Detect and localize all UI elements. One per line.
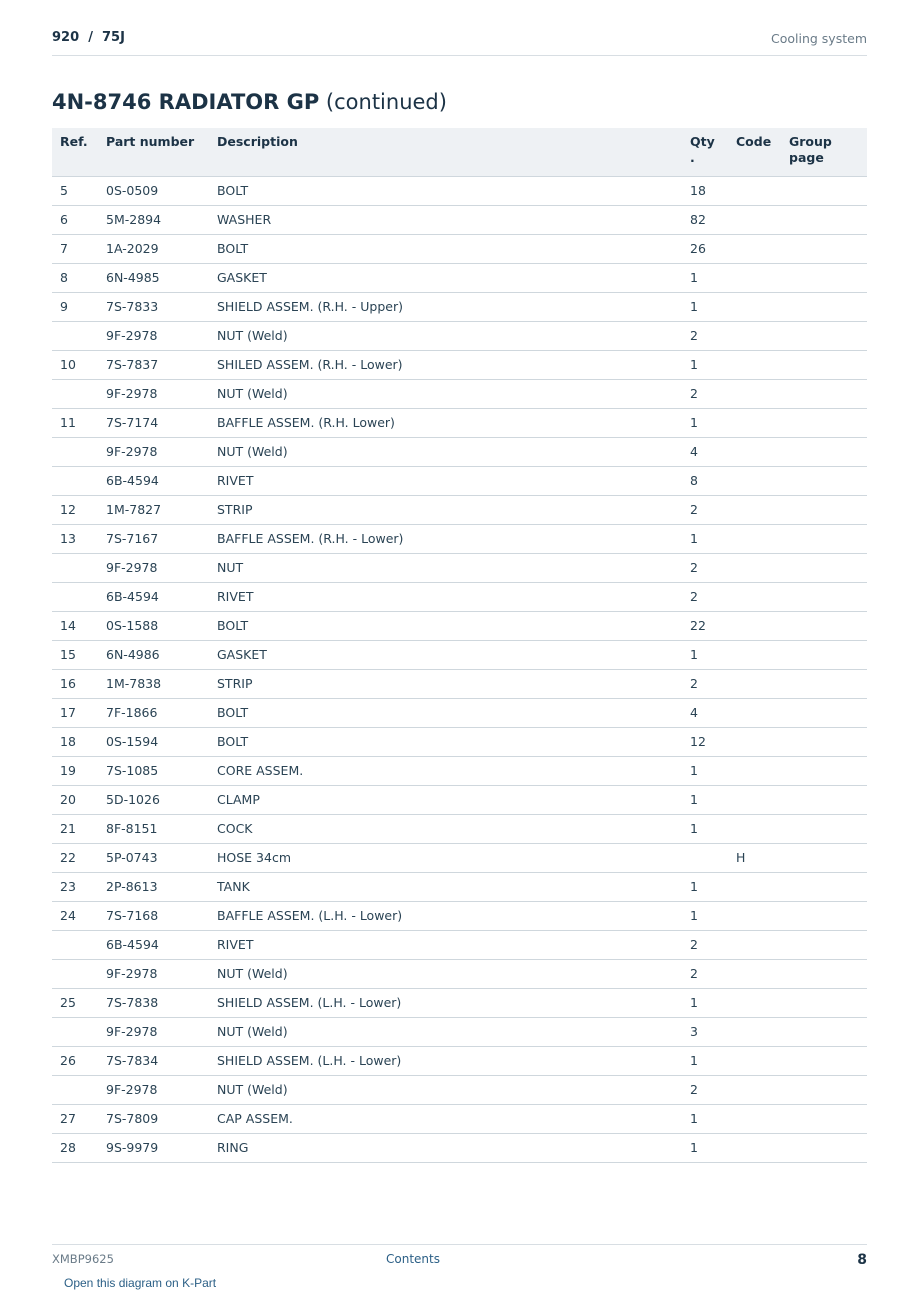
- code-cell: [728, 234, 781, 263]
- ref-cell: [52, 1075, 98, 1104]
- code-cell: [728, 1046, 781, 1075]
- part-number-cell: 5P-0743: [98, 843, 209, 872]
- group-page-cell: [781, 1075, 867, 1104]
- code-cell: [728, 1017, 781, 1046]
- table-row: [52, 611, 867, 640]
- description-cell: COCK: [209, 814, 682, 843]
- description-cell: RIVET: [209, 466, 682, 495]
- ref-cell: 23: [52, 872, 98, 901]
- group-page-cell: [781, 437, 867, 466]
- ref-cell: [52, 959, 98, 988]
- ref-cell: 11: [52, 408, 98, 437]
- qty-cell: 1: [682, 814, 728, 843]
- part-number-cell: 1A-2029: [98, 234, 209, 263]
- part-number-cell: 9F-2978: [98, 379, 209, 408]
- table-row: [52, 930, 867, 959]
- table-row: [52, 1075, 867, 1104]
- code-cell: [728, 1075, 781, 1104]
- qty-cell: 3: [682, 1017, 728, 1046]
- description-cell: HOSE 34cm: [209, 843, 682, 872]
- part-number-cell: 7F-1866: [98, 698, 209, 727]
- footer-divider: [52, 1244, 867, 1245]
- description-cell: SHIELD ASSEM. (R.H. - Upper): [209, 292, 682, 321]
- description-cell: RIVET: [209, 582, 682, 611]
- group-page-cell: [781, 408, 867, 437]
- qty-cell: 2: [682, 1075, 728, 1104]
- part-number-cell: 0S-1588: [98, 611, 209, 640]
- description-cell: SHILED ASSEM. (R.H. - Lower): [209, 350, 682, 379]
- ref-cell: 16: [52, 669, 98, 698]
- code-cell: [728, 553, 781, 582]
- qty-cell: 1: [682, 292, 728, 321]
- part-number-cell: 9S-9979: [98, 1133, 209, 1162]
- page-title: [52, 90, 447, 114]
- group-page-cell: [781, 611, 867, 640]
- qty-cell: 1: [682, 524, 728, 553]
- qty-cell: 2: [682, 669, 728, 698]
- group-page-cell: [781, 669, 867, 698]
- ref-cell: [52, 321, 98, 350]
- qty-cell: 1: [682, 263, 728, 292]
- table-row: [52, 1133, 867, 1162]
- code-cell: [728, 930, 781, 959]
- ref-cell: 28: [52, 1133, 98, 1162]
- part-number-cell: 7S-7168: [98, 901, 209, 930]
- group-page-cell: [781, 553, 867, 582]
- description-cell: SHIELD ASSEM. (L.H. - Lower): [209, 1046, 682, 1075]
- group-page-cell: [781, 495, 867, 524]
- description-cell: BOLT: [209, 698, 682, 727]
- code-cell: [728, 988, 781, 1017]
- column-header-ref: Ref.: [52, 128, 98, 176]
- ref-cell: [52, 437, 98, 466]
- ref-cell: 12: [52, 495, 98, 524]
- code-cell: [728, 611, 781, 640]
- part-number-cell: 6B-4594: [98, 466, 209, 495]
- description-cell: BOLT: [209, 727, 682, 756]
- group-page-cell: [781, 205, 867, 234]
- ref-cell: [52, 466, 98, 495]
- ref-cell: 22: [52, 843, 98, 872]
- part-number-cell: 7S-7833: [98, 292, 209, 321]
- ref-cell: 5: [52, 176, 98, 205]
- table-row: [52, 524, 867, 553]
- code-cell: [728, 176, 781, 205]
- part-number-cell: 9F-2978: [98, 959, 209, 988]
- description-cell: NUT (Weld): [209, 437, 682, 466]
- code-cell: [728, 466, 781, 495]
- column-header-qty: Qty .: [682, 128, 728, 176]
- description-cell: NUT (Weld): [209, 379, 682, 408]
- part-number-cell: 7S-7837: [98, 350, 209, 379]
- code-cell: [728, 1104, 781, 1133]
- description-cell: SHIELD ASSEM. (L.H. - Lower): [209, 988, 682, 1017]
- description-cell: STRIP: [209, 669, 682, 698]
- group-page-cell: [781, 930, 867, 959]
- code-cell: [728, 669, 781, 698]
- table-row: [52, 379, 867, 408]
- description-cell: NUT (Weld): [209, 959, 682, 988]
- ref-cell: [52, 582, 98, 611]
- group-page-cell: [781, 1104, 867, 1133]
- part-number-cell: 1M-7827: [98, 495, 209, 524]
- ref-cell: 24: [52, 901, 98, 930]
- part-number-cell: 7S-7167: [98, 524, 209, 553]
- table-row: [52, 495, 867, 524]
- table-row: [52, 466, 867, 495]
- qty-cell: 1: [682, 872, 728, 901]
- qty-cell: 1: [682, 640, 728, 669]
- ref-cell: 15: [52, 640, 98, 669]
- part-number-cell: 0S-1594: [98, 727, 209, 756]
- code-cell: [728, 785, 781, 814]
- group-page-cell: [781, 756, 867, 785]
- qty-cell: 1: [682, 1104, 728, 1133]
- ref-cell: 7: [52, 234, 98, 263]
- code-cell: [728, 408, 781, 437]
- qty-cell: [682, 843, 728, 872]
- code-cell: [728, 321, 781, 350]
- column-header-part-number: Part number: [98, 128, 209, 176]
- part-number-cell: 5D-1026: [98, 785, 209, 814]
- qty-cell: 2: [682, 379, 728, 408]
- code-cell: [728, 205, 781, 234]
- ref-cell: 21: [52, 814, 98, 843]
- description-cell: BAFFLE ASSEM. (L.H. - Lower): [209, 901, 682, 930]
- code-cell: [728, 524, 781, 553]
- description-cell: GASKET: [209, 263, 682, 292]
- description-cell: STRIP: [209, 495, 682, 524]
- description-cell: WASHER: [209, 205, 682, 234]
- description-cell: RIVET: [209, 930, 682, 959]
- description-cell: CORE ASSEM.: [209, 756, 682, 785]
- group-page-cell: [781, 1017, 867, 1046]
- part-number-cell: 9F-2978: [98, 1075, 209, 1104]
- qty-cell: 22: [682, 611, 728, 640]
- ref-cell: 9: [52, 292, 98, 321]
- ref-cell: 14: [52, 611, 98, 640]
- qty-cell: 1: [682, 350, 728, 379]
- table-row: [52, 176, 867, 205]
- group-page-cell: [781, 263, 867, 292]
- part-number-cell: 9F-2978: [98, 553, 209, 582]
- ref-cell: 8: [52, 263, 98, 292]
- part-number-cell: 1M-7838: [98, 669, 209, 698]
- group-page-cell: [781, 524, 867, 553]
- code-cell: [728, 350, 781, 379]
- code-cell: [728, 495, 781, 524]
- qty-cell: 4: [682, 698, 728, 727]
- description-cell: NUT (Weld): [209, 1017, 682, 1046]
- ref-cell: [52, 553, 98, 582]
- table-row: [52, 582, 867, 611]
- table-row: [52, 292, 867, 321]
- group-page-cell: [781, 582, 867, 611]
- ref-cell: 20: [52, 785, 98, 814]
- group-page-cell: [781, 350, 867, 379]
- table-row: [52, 727, 867, 756]
- qty-cell: 4: [682, 437, 728, 466]
- part-number-cell: 7S-7809: [98, 1104, 209, 1133]
- page-title-suffix: (continued): [319, 90, 447, 114]
- qty-cell: 1: [682, 988, 728, 1017]
- group-page-cell: [781, 814, 867, 843]
- table-row: [52, 669, 867, 698]
- ref-cell: 17: [52, 698, 98, 727]
- ref-cell: 27: [52, 1104, 98, 1133]
- section-label: Cooling system: [771, 31, 867, 46]
- ref-cell: 25: [52, 988, 98, 1017]
- page-header: [52, 28, 867, 56]
- table-row: [52, 553, 867, 582]
- parts-table-body: [52, 176, 867, 1162]
- part-number-cell: 2P-8613: [98, 872, 209, 901]
- page-title-main: 4N-8746 RADIATOR GP: [52, 90, 320, 114]
- part-number-cell: 6B-4594: [98, 582, 209, 611]
- group-page-cell: [781, 872, 867, 901]
- group-page-cell: [781, 176, 867, 205]
- code-cell: [728, 727, 781, 756]
- table-row: [52, 234, 867, 263]
- table-row: [52, 1046, 867, 1075]
- group-page-cell: [781, 379, 867, 408]
- group-page-cell: [781, 843, 867, 872]
- table-row: [52, 872, 867, 901]
- table-row: [52, 988, 867, 1017]
- ref-cell: 10: [52, 350, 98, 379]
- description-cell: BAFFLE ASSEM. (R.H. Lower): [209, 408, 682, 437]
- code-cell: [728, 901, 781, 930]
- group-page-cell: [781, 901, 867, 930]
- table-row: [52, 437, 867, 466]
- qty-cell: 82: [682, 205, 728, 234]
- description-cell: TANK: [209, 872, 682, 901]
- table-row: [52, 698, 867, 727]
- parts-table: [52, 128, 867, 1163]
- qty-cell: 1: [682, 1046, 728, 1075]
- code-cell: [728, 263, 781, 292]
- group-page-cell: [781, 466, 867, 495]
- group-page-cell: [781, 785, 867, 814]
- qty-cell: 1: [682, 785, 728, 814]
- code-cell: [728, 292, 781, 321]
- table-row: [52, 408, 867, 437]
- description-cell: NUT: [209, 553, 682, 582]
- page-number: 8: [857, 1252, 867, 1268]
- ref-cell: 18: [52, 727, 98, 756]
- part-number-cell: 6N-4986: [98, 640, 209, 669]
- qty-cell: 2: [682, 495, 728, 524]
- description-cell: BAFFLE ASSEM. (R.H. - Lower): [209, 524, 682, 553]
- part-number-cell: 9F-2978: [98, 1017, 209, 1046]
- part-number-cell: 5M-2894: [98, 205, 209, 234]
- group-page-cell: [781, 292, 867, 321]
- table-row: [52, 785, 867, 814]
- kpart-diagram-link[interactable]: Open this diagram on K-Part: [64, 1276, 217, 1290]
- ref-cell: 13: [52, 524, 98, 553]
- table-row: [52, 843, 867, 872]
- code-cell: [728, 756, 781, 785]
- table-row: [52, 350, 867, 379]
- table-row: [52, 901, 867, 930]
- code-cell: [728, 959, 781, 988]
- description-cell: GASKET: [209, 640, 682, 669]
- table-row: [52, 959, 867, 988]
- table-row: [52, 756, 867, 785]
- ref-cell: [52, 379, 98, 408]
- qty-cell: 18: [682, 176, 728, 205]
- part-number-cell: 7S-1085: [98, 756, 209, 785]
- group-page-cell: [781, 234, 867, 263]
- qty-cell: 2: [682, 553, 728, 582]
- contents-link[interactable]: Contents: [386, 1252, 440, 1266]
- footer-doc-code: XMBP9625: [52, 1252, 114, 1266]
- description-cell: CLAMP: [209, 785, 682, 814]
- group-page-cell: [781, 321, 867, 350]
- part-number-cell: 7S-7174: [98, 408, 209, 437]
- qty-cell: 26: [682, 234, 728, 263]
- description-cell: BOLT: [209, 234, 682, 263]
- group-page-cell: [781, 959, 867, 988]
- group-page-cell: [781, 988, 867, 1017]
- ref-cell: 26: [52, 1046, 98, 1075]
- code-cell: [728, 640, 781, 669]
- part-number-cell: 7S-7834: [98, 1046, 209, 1075]
- group-page-cell: [781, 1046, 867, 1075]
- part-number-cell: 6N-4985: [98, 263, 209, 292]
- table-row: [52, 263, 867, 292]
- code-cell: [728, 582, 781, 611]
- part-number-cell: 0S-0509: [98, 176, 209, 205]
- part-number-cell: 8F-8151: [98, 814, 209, 843]
- qty-cell: 12: [682, 727, 728, 756]
- code-cell: [728, 698, 781, 727]
- table-header-row: [52, 128, 867, 176]
- ref-cell: [52, 930, 98, 959]
- qty-cell: 1: [682, 1133, 728, 1162]
- model-label: 920 / 75J: [52, 30, 125, 45]
- column-header-description: Description: [209, 128, 682, 176]
- description-cell: BOLT: [209, 611, 682, 640]
- group-page-cell: [781, 640, 867, 669]
- part-number-cell: 7S-7838: [98, 988, 209, 1017]
- code-cell: [728, 379, 781, 408]
- group-page-cell: [781, 698, 867, 727]
- description-cell: NUT (Weld): [209, 1075, 682, 1104]
- description-cell: CAP ASSEM.: [209, 1104, 682, 1133]
- table-row: [52, 1104, 867, 1133]
- description-cell: BOLT: [209, 176, 682, 205]
- qty-cell: 1: [682, 408, 728, 437]
- group-page-cell: [781, 727, 867, 756]
- group-page-cell: [781, 1133, 867, 1162]
- part-number-cell: 6B-4594: [98, 930, 209, 959]
- table-row: [52, 640, 867, 669]
- table-row: [52, 814, 867, 843]
- qty-cell: 2: [682, 959, 728, 988]
- column-header-group-page: Group page: [781, 128, 867, 176]
- qty-cell: 1: [682, 756, 728, 785]
- qty-cell: 1: [682, 901, 728, 930]
- ref-cell: [52, 1017, 98, 1046]
- qty-cell: 8: [682, 466, 728, 495]
- part-number-cell: 9F-2978: [98, 437, 209, 466]
- code-cell: [728, 1133, 781, 1162]
- ref-cell: 19: [52, 756, 98, 785]
- table-row: [52, 205, 867, 234]
- code-cell: [728, 437, 781, 466]
- code-cell: H: [728, 843, 781, 872]
- qty-cell: 2: [682, 930, 728, 959]
- part-number-cell: 9F-2978: [98, 321, 209, 350]
- description-cell: NUT (Weld): [209, 321, 682, 350]
- ref-cell: 6: [52, 205, 98, 234]
- qty-cell: 2: [682, 582, 728, 611]
- code-cell: [728, 814, 781, 843]
- description-cell: RING: [209, 1133, 682, 1162]
- qty-cell: 2: [682, 321, 728, 350]
- code-cell: [728, 872, 781, 901]
- column-header-code: Code: [728, 128, 781, 176]
- table-row: [52, 321, 867, 350]
- table-row: [52, 1017, 867, 1046]
